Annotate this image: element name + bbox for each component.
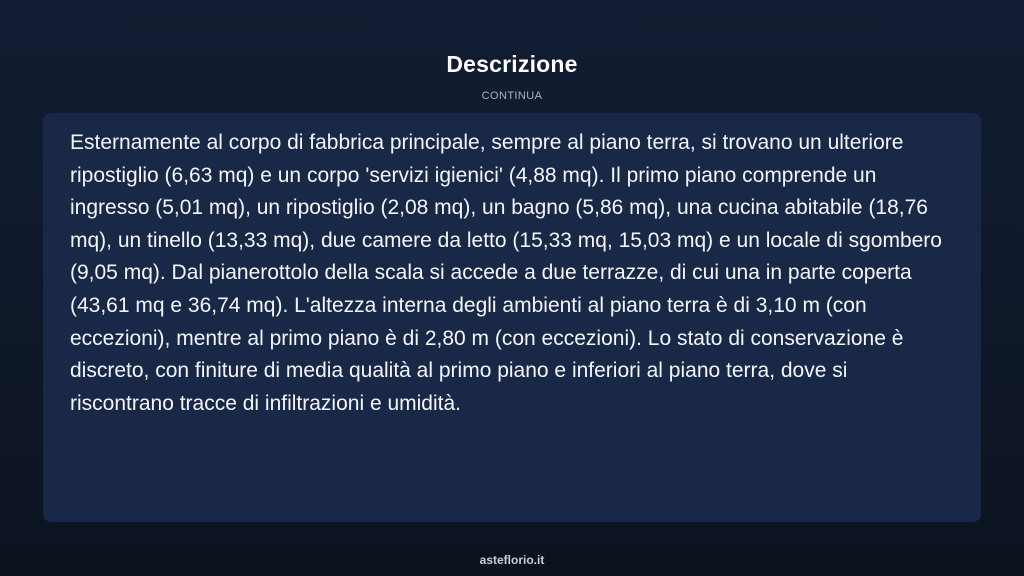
- footer: [0, 543, 1024, 576]
- description-card: [43, 113, 981, 522]
- description-text: Esternamente al corpo di fabbrica principale, sempre al piano terra, si trovano un ulteriore ripostiglio (6,63 mq) e un corpo 'servizi igienici' (4,88 mq). Il primo piano comprende un ingresso (5,01 mq), un ripostiglio (2,08 mq), un bagno (5,86 mq), una cucina abitabile (18,76 mq), un tinello (13,33 mq), due camere da letto (15,33 mq, 15,03 mq) e un locale di sgombero (9,05 mq). Dal pianerottolo della scala si accede a due terrazze, di cui una in parte coperta (43,61 mq e 36,74 mq). L'altezza interna degli ambienti al piano terra è di 3,10 m (con eccezioni), mentre al primo piano è di 2,80 m (con eccezioni). Lo stato di conservazione è discreto, con finiture di media qualità al primo piano e inferiori al piano terra, dove si riscontrano tracce di infiltrazioni e umidità.: [70, 131, 942, 415]
- footer-brand: asteflorio.it: [479, 553, 545, 567]
- page-title: Descrizione: [446, 51, 578, 77]
- page-subtitle: CONTINUA: [481, 90, 543, 102]
